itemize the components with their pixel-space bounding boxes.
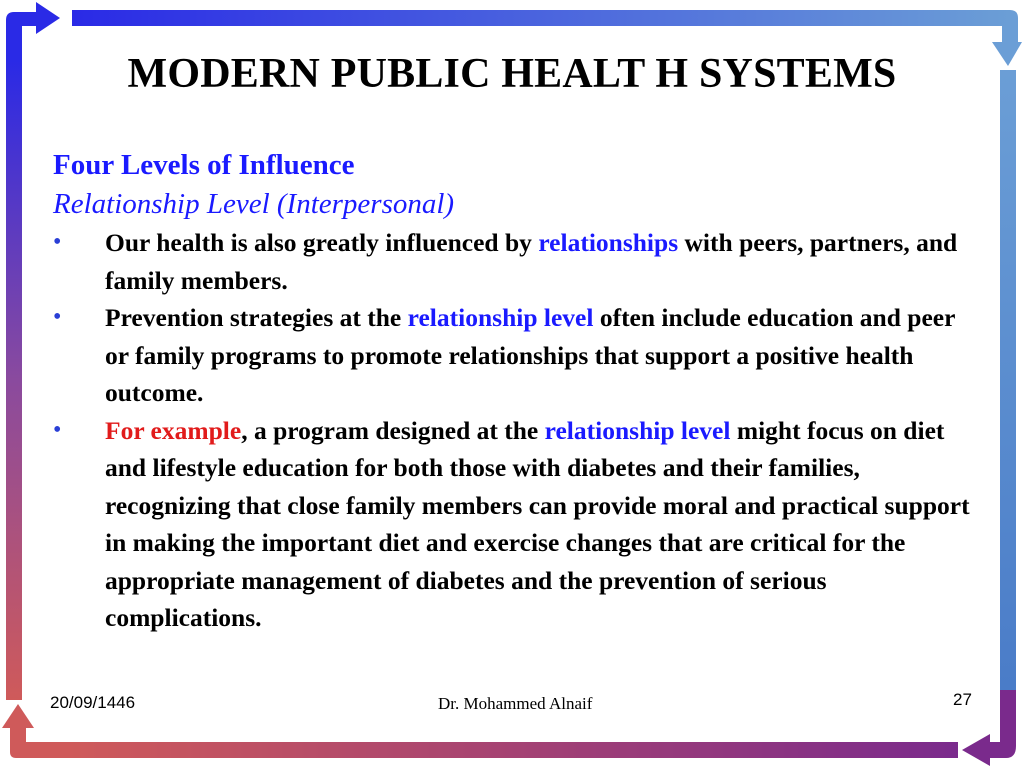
frame-right-bar — [1000, 70, 1016, 690]
highlight-term: relationship level — [407, 303, 594, 332]
slide-body — [53, 146, 983, 637]
example-label: For example — [105, 415, 242, 445]
bullet-icon: • — [53, 229, 62, 255]
bullet-text: Our health is also greatly influenced by relationships with peers, partners, and family members. — [105, 228, 958, 295]
bullet-item — [53, 299, 983, 412]
bullet-item — [53, 412, 983, 637]
footer-date: 20/09/1446 — [50, 693, 136, 712]
frame-bottom-bar — [70, 742, 958, 758]
bullet-icon: • — [53, 304, 62, 330]
frame-top-bar — [72, 10, 1010, 26]
bullet-text: Prevention strategies at the relationship level often include education and peer or family programs to promote relationships that support a positive health outcome. — [105, 303, 955, 407]
bullet-icon: • — [53, 416, 62, 443]
highlight-term: relationships — [538, 228, 679, 257]
bullet-text: For example, a program designed at the relationship level might focus on diet and lifestyle education for both those with diabetes and their families, recognizing that close family members can provide moral and practical support in making the important diet and exercise changes that are critical for the appropriate management of diabetes and the prevention of serious complications. — [105, 415, 970, 632]
section-subheading: Relationship Level (Interpersonal) — [53, 188, 455, 220]
bullet-list — [53, 224, 983, 637]
footer-author: Dr. Mohammed Alnaif — [438, 694, 593, 713]
slide-title: MODERN PUBLIC HEALT H SYSTEMS — [127, 51, 897, 97]
highlight-term: relationship level — [544, 415, 731, 445]
page-number: 27 — [953, 690, 972, 709]
section-heading: Four Levels of Influence — [53, 149, 355, 181]
frame-left-bar — [6, 60, 22, 700]
bullet-item — [53, 224, 983, 299]
